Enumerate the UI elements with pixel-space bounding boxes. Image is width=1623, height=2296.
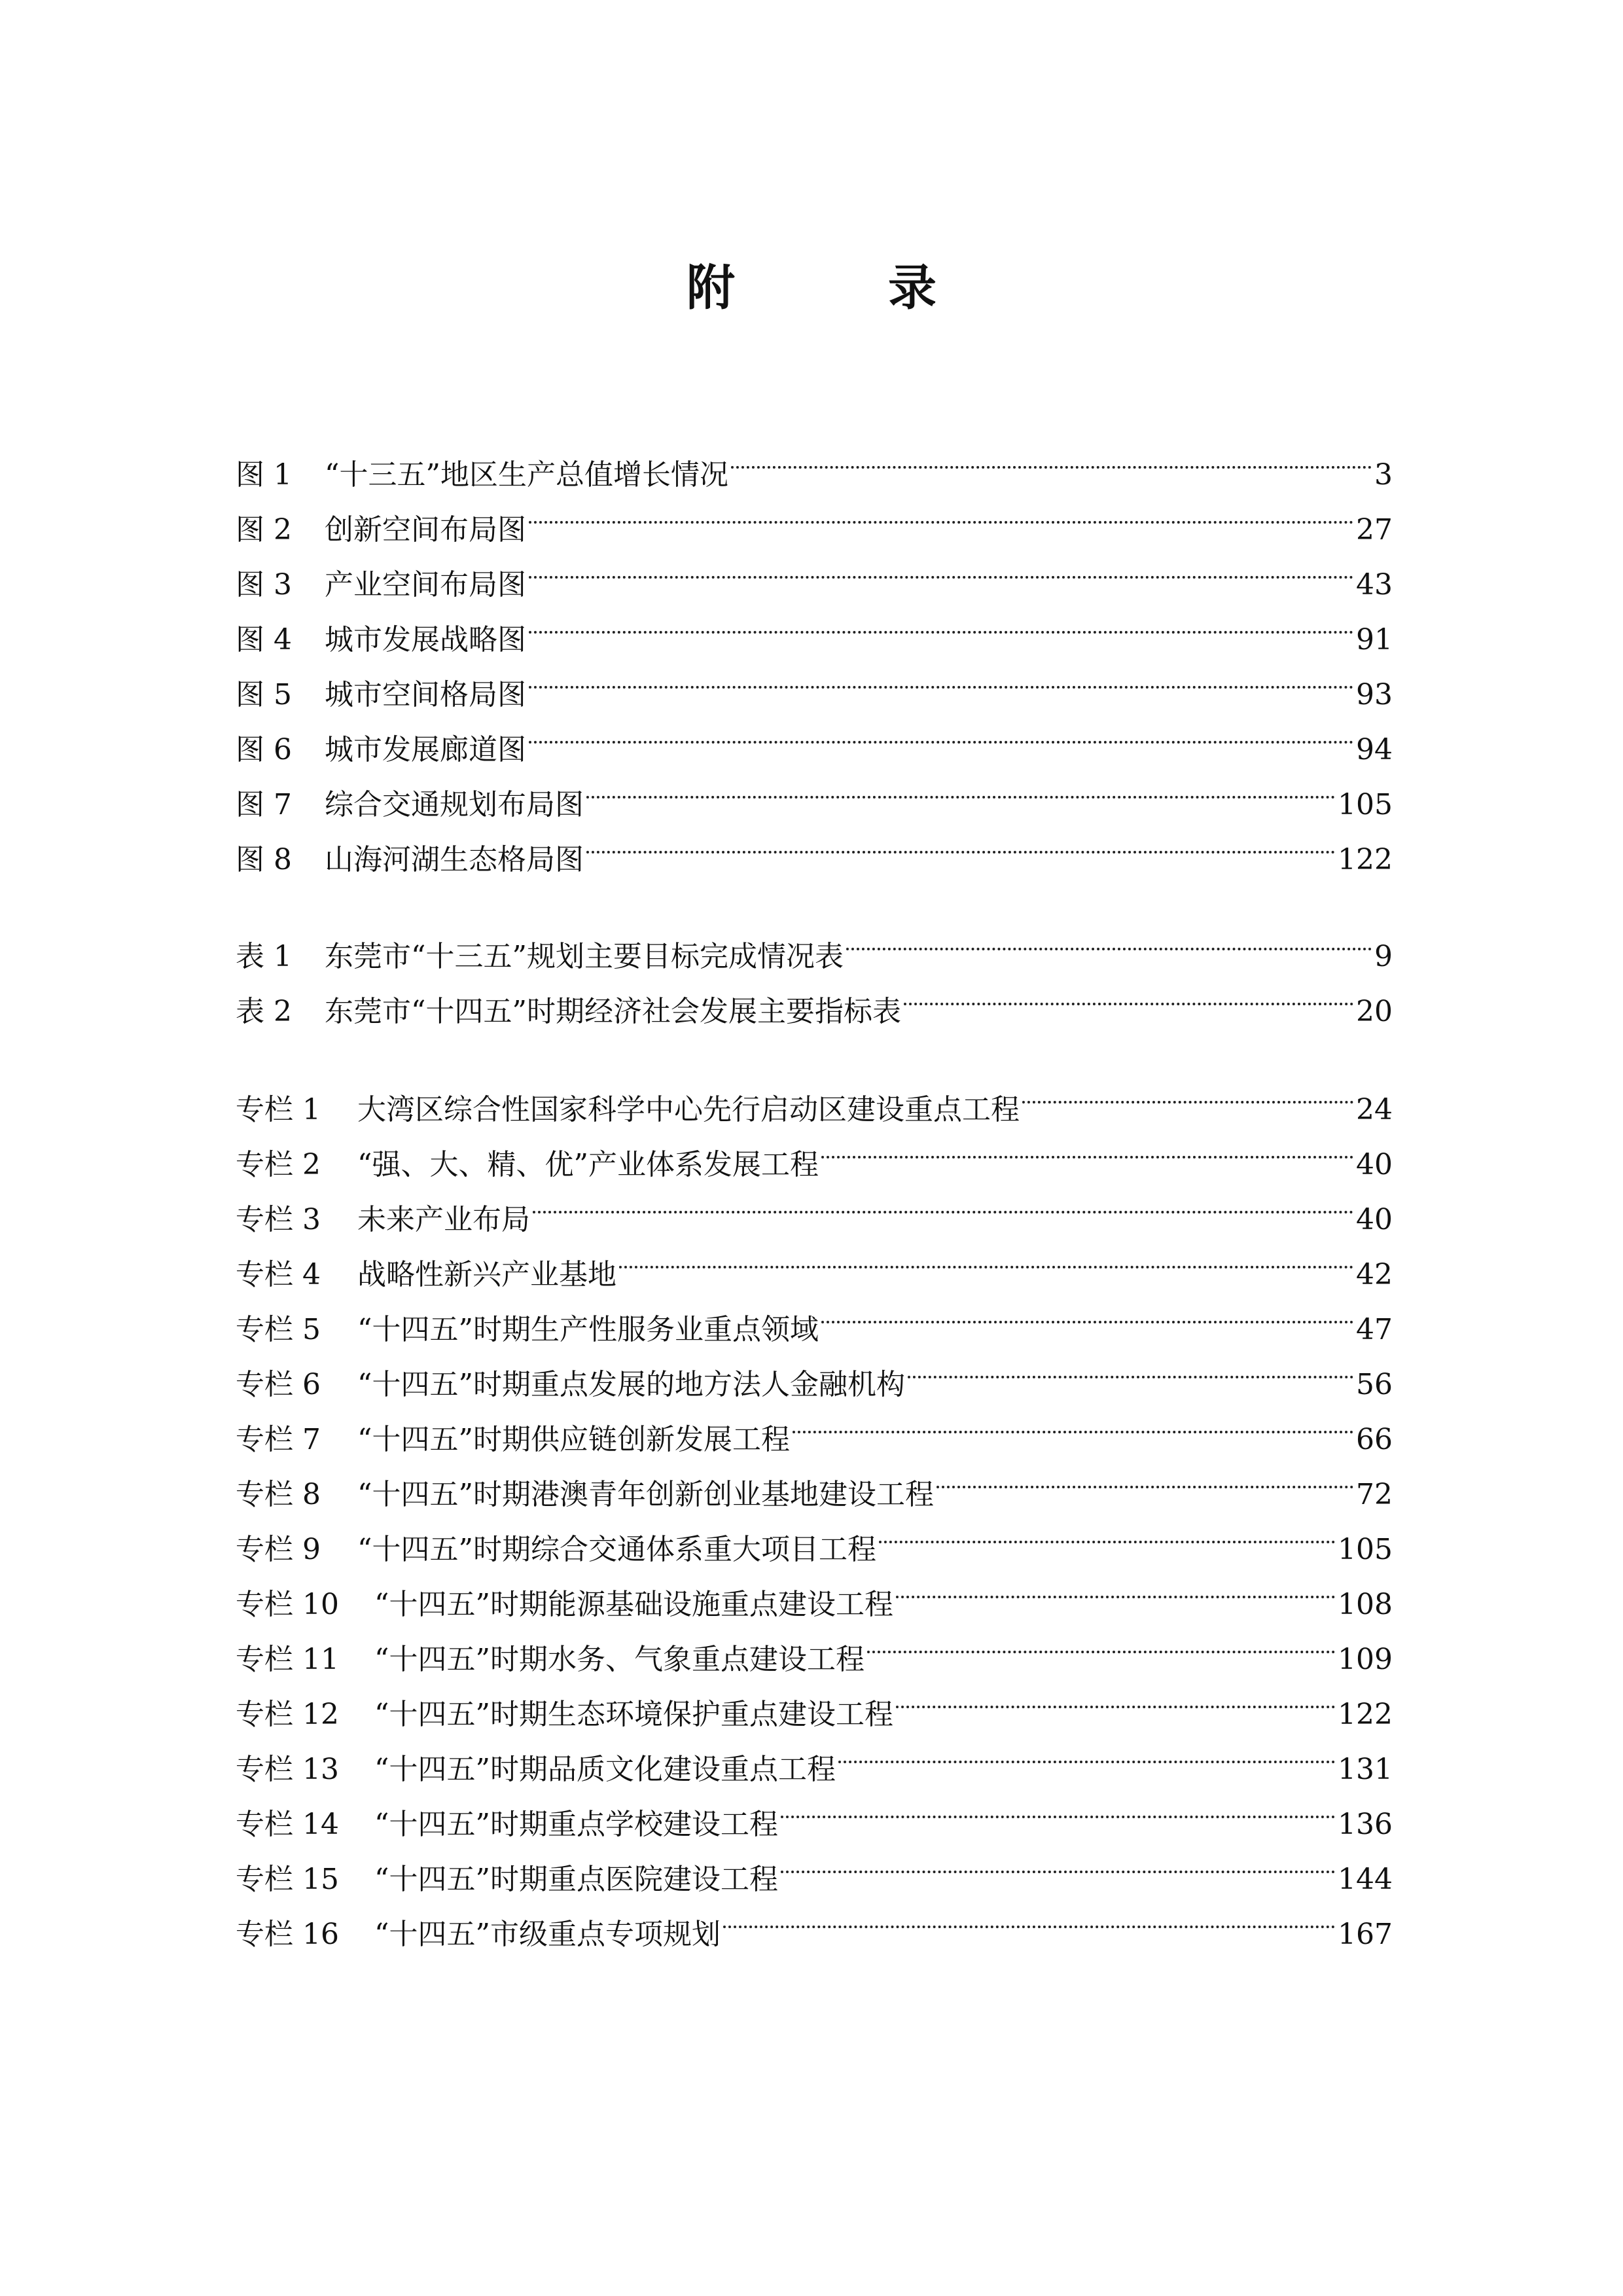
entry-page-number: 47 bbox=[1356, 1313, 1393, 1346]
entry-page-number: 66 bbox=[1356, 1423, 1393, 1456]
table-list bbox=[236, 911, 1393, 1028]
entry-page-number: 27 bbox=[1356, 513, 1393, 547]
dot-leader bbox=[533, 1174, 1353, 1229]
entry-title: “十四五”时期港澳青年创新创业基地建设工程 bbox=[357, 1478, 934, 1511]
dot-leader bbox=[896, 1559, 1335, 1614]
entry-page-number: 24 bbox=[1356, 1093, 1393, 1126]
entry-label: 专栏 1 bbox=[236, 1093, 321, 1126]
entry-page-number: 136 bbox=[1338, 1808, 1393, 1841]
dot-leader bbox=[879, 1504, 1335, 1559]
entry-title: “十四五”时期综合交通体系重大项目工程 bbox=[357, 1533, 876, 1566]
entry-page-number: 42 bbox=[1356, 1258, 1393, 1291]
entry-page-number: 3 bbox=[1374, 458, 1393, 492]
entry-label: 图 4 bbox=[236, 623, 292, 656]
entry-title: “十四五”时期水务、气象重点建设工程 bbox=[374, 1643, 865, 1676]
entry-page-number: 105 bbox=[1338, 788, 1393, 821]
dot-leader bbox=[529, 649, 1353, 704]
dot-leader bbox=[846, 911, 1372, 966]
page-title: 附 录 bbox=[687, 260, 989, 316]
entry-title: “十四五”时期生产性服务业重点领域 bbox=[357, 1313, 819, 1346]
entry-label: 专栏 12 bbox=[236, 1698, 339, 1731]
entry-page-number: 9 bbox=[1374, 940, 1393, 973]
entry-page-number: 40 bbox=[1356, 1203, 1393, 1236]
dot-leader bbox=[896, 1669, 1335, 1724]
dot-leader bbox=[904, 966, 1353, 1021]
entry-page-number: 94 bbox=[1356, 733, 1393, 766]
entry-page-number: 56 bbox=[1356, 1368, 1393, 1401]
dot-leader bbox=[619, 1229, 1353, 1284]
entry-page-number: 109 bbox=[1338, 1643, 1393, 1676]
entry-label: 专栏 5 bbox=[236, 1313, 321, 1346]
entry-title: 城市发展战略图 bbox=[325, 623, 526, 656]
entry-label: 专栏 14 bbox=[236, 1808, 339, 1841]
dot-leader bbox=[586, 814, 1335, 869]
entry-title: 创新空间布局图 bbox=[325, 513, 526, 547]
entry-label: 图 5 bbox=[236, 678, 292, 711]
entry-title: 山海河湖生态格局图 bbox=[325, 843, 584, 876]
entry-title: “十四五”时期重点发展的地方法人金融机构 bbox=[357, 1368, 905, 1401]
entry-title: 东莞市“十四五”时期经济社会发展主要指标表 bbox=[325, 995, 901, 1028]
entry-page-number: 131 bbox=[1338, 1753, 1393, 1786]
dot-leader bbox=[867, 1614, 1335, 1669]
entry-label: 图 2 bbox=[236, 513, 292, 547]
dot-leader bbox=[529, 539, 1353, 594]
dot-leader bbox=[821, 1284, 1353, 1339]
entry-page-number: 144 bbox=[1338, 1863, 1393, 1896]
toc-entry-table-1 bbox=[236, 911, 1393, 973]
dot-leader bbox=[821, 1119, 1353, 1174]
entry-label: 专栏 2 bbox=[236, 1148, 321, 1181]
dot-leader bbox=[731, 429, 1372, 484]
entry-title: 战略性新兴产业基地 bbox=[357, 1258, 616, 1291]
entry-label: 专栏 13 bbox=[236, 1753, 339, 1786]
entry-label: 专栏 8 bbox=[236, 1478, 321, 1511]
figure-list bbox=[236, 429, 1393, 876]
toc-entry-figure-1 bbox=[236, 429, 1393, 492]
entry-title: “十四五”时期重点学校建设工程 bbox=[374, 1808, 778, 1841]
entry-label: 图 1 bbox=[236, 458, 292, 492]
entry-label: 表 2 bbox=[236, 995, 292, 1028]
entry-label: 专栏 7 bbox=[236, 1423, 321, 1456]
entry-title: 产业空间布局图 bbox=[325, 568, 526, 601]
dot-leader bbox=[1022, 1064, 1353, 1119]
entry-label: 图 3 bbox=[236, 568, 292, 601]
dot-leader bbox=[529, 484, 1353, 539]
entry-title: “强、大、精、优”产业体系发展工程 bbox=[357, 1148, 819, 1181]
dot-leader bbox=[529, 704, 1353, 759]
entry-label: 图 8 bbox=[236, 843, 292, 876]
entry-label: 表 1 bbox=[236, 940, 292, 973]
entry-title: 未来产业布局 bbox=[357, 1203, 530, 1236]
dot-leader bbox=[838, 1724, 1335, 1779]
entry-title: 东莞市“十三五”规划主要目标完成情况表 bbox=[325, 940, 844, 973]
entry-title: 大湾区综合性国家科学中心先行启动区建设重点工程 bbox=[357, 1093, 1020, 1126]
entry-title: 综合交通规划布局图 bbox=[325, 788, 584, 821]
dot-leader bbox=[936, 1449, 1353, 1504]
entry-page-number: 91 bbox=[1356, 623, 1393, 656]
entry-page-number: 122 bbox=[1338, 1698, 1393, 1731]
column-list bbox=[236, 1064, 1393, 1951]
entry-page-number: 93 bbox=[1356, 678, 1393, 711]
entry-label: 专栏 4 bbox=[236, 1258, 321, 1291]
entry-page-number: 108 bbox=[1338, 1588, 1393, 1621]
dot-leader bbox=[908, 1339, 1353, 1394]
dot-leader bbox=[723, 1889, 1335, 1944]
entry-page-number: 20 bbox=[1356, 995, 1393, 1028]
entry-label: 专栏 6 bbox=[236, 1368, 321, 1401]
entry-title: “十四五”时期重点医院建设工程 bbox=[374, 1863, 778, 1896]
dot-leader bbox=[586, 759, 1335, 814]
entry-label: 专栏 9 bbox=[236, 1533, 321, 1566]
entry-label: 专栏 3 bbox=[236, 1203, 321, 1236]
entry-title: “十四五”时期生态环境保护重点建设工程 bbox=[374, 1698, 893, 1731]
entry-title: “十四五”时期品质文化建设重点工程 bbox=[374, 1753, 836, 1786]
entry-label: 图 7 bbox=[236, 788, 292, 821]
entry-page-number: 43 bbox=[1356, 568, 1393, 601]
entry-page-number: 122 bbox=[1338, 843, 1393, 876]
dot-leader bbox=[529, 594, 1353, 649]
entry-title: “十四五”市级重点专项规划 bbox=[374, 1918, 721, 1951]
entry-title: “十三五”地区生产总值增长情况 bbox=[325, 458, 728, 492]
entry-page-number: 167 bbox=[1338, 1918, 1393, 1951]
entry-label: 专栏 10 bbox=[236, 1588, 339, 1621]
entry-label: 图 6 bbox=[236, 733, 292, 766]
dot-leader bbox=[781, 1834, 1335, 1889]
entry-label: 专栏 11 bbox=[236, 1643, 339, 1676]
entry-title: 城市发展廊道图 bbox=[325, 733, 526, 766]
entry-title: “十四五”时期供应链创新发展工程 bbox=[357, 1423, 790, 1456]
entry-label: 专栏 16 bbox=[236, 1918, 339, 1951]
toc-entry-column-1 bbox=[236, 1064, 1393, 1126]
dot-leader bbox=[793, 1394, 1353, 1449]
entry-page-number: 72 bbox=[1356, 1478, 1393, 1511]
entry-label: 专栏 15 bbox=[236, 1863, 339, 1896]
entry-page-number: 105 bbox=[1338, 1533, 1393, 1566]
entry-title: “十四五”时期能源基础设施重点建设工程 bbox=[374, 1588, 893, 1621]
entry-title: 城市空间格局图 bbox=[325, 678, 526, 711]
entry-page-number: 40 bbox=[1356, 1148, 1393, 1181]
dot-leader bbox=[781, 1779, 1335, 1834]
